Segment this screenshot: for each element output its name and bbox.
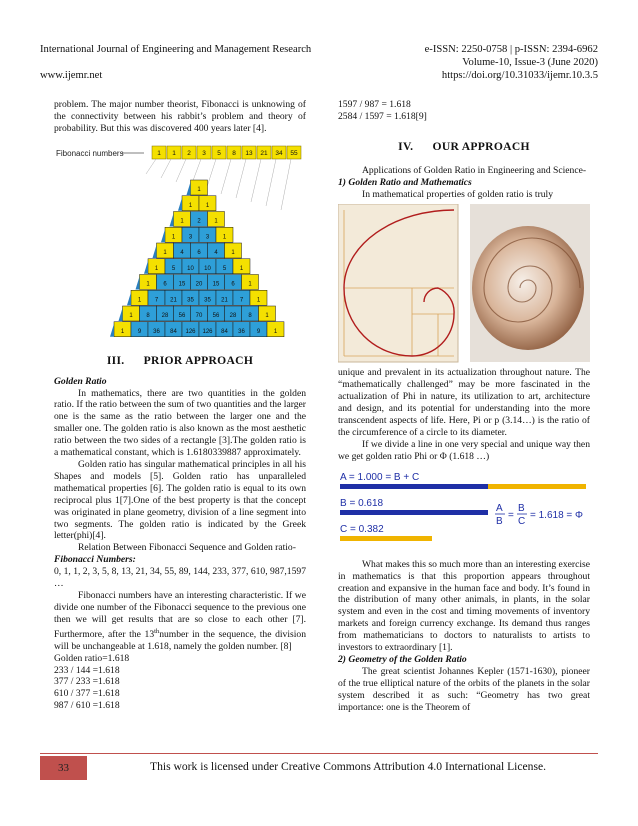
pascal-number: 35 [204, 296, 211, 303]
math-properties-paragraph: In mathematical properties of golden ratio is truly [362, 188, 554, 200]
pascal-number: 4 [180, 249, 184, 256]
eq-sep: = [508, 509, 514, 521]
applications-paragraph: Applications of Golden Ratio in Engineering and Science- [362, 164, 587, 176]
pascal-number: 1 [256, 296, 261, 303]
ratio-line: 2584 / 1597 = 1.618[9] [338, 110, 427, 122]
golden-ratio-heading: Golden Ratio [54, 375, 107, 387]
pascal-number: 36 [153, 328, 160, 335]
kepler-paragraph: The great scientist Johannes Kepler (1571-1630), pioneer of the true elliptical nature of the orbits of the planets in the solar system described it as such: “Geometry has two great importance: one is the Theorem of [338, 665, 590, 713]
pascal-number: 1 [197, 186, 201, 193]
pascal-number: 21 [170, 296, 177, 303]
intro-paragraph: problem. The major number theorist, Fibonacci is unknowing of the connectivity between his rabbit’s problem and theory of probability. But this was discovered 400 years later [4]. [54, 99, 306, 134]
pascal-number: 28 [229, 312, 237, 319]
pascal-number: 9 [256, 328, 261, 335]
eq-c: C [518, 515, 526, 527]
right-column [338, 99, 590, 713]
relation-paragraph: Relation Between Fibonacci Sequence and Golden ratio- [78, 542, 296, 554]
pascal-number: 3 [205, 233, 210, 240]
pascal-number: 70 [195, 312, 203, 319]
pascal-number: 1 [129, 312, 133, 319]
pascal-number: 8 [248, 312, 252, 319]
journal-title: International Journal of Engineering and Management Research [40, 44, 312, 55]
pascal-number: 1 [163, 249, 167, 256]
ratio-list-left [54, 653, 306, 713]
subsection-1-heading: 1) Golden Ratio and Mathematics [338, 176, 472, 188]
unique-paragraph: unique and prevalent in its actualization throughout nature. The “mathematically challenged” may be more fascinated in the actualization of Phi in nature, its utilization to art, architecture and design, and its potential for understanding into the more transcendent aspects of life. Here, Pi or p (3.14…) is the ratio of the circumference of a circle to its diameter. [338, 367, 590, 438]
page-number: 33 [40, 756, 87, 780]
section-4-title: IV. OUR APPROACH [398, 139, 530, 153]
fibonacci-figure [54, 140, 306, 346]
fibonacci-label: Fibonacci numbers [56, 148, 124, 158]
pascal-number: 36 [238, 328, 245, 335]
ratio-line: 377 / 233 =1.618 [54, 676, 120, 688]
ratio-line: 987 / 610 =1.618 [54, 700, 120, 712]
pascal-number: 1 [265, 312, 269, 319]
pascal-number: 20 [195, 281, 203, 288]
pascal-number: 21 [221, 296, 228, 303]
golden-line-svg [338, 469, 590, 551]
fib-top-number: 1 [172, 149, 176, 157]
pascal-number: 28 [161, 312, 169, 319]
label-c: C = 0.382 [340, 523, 384, 535]
pascal-number: 1 [137, 296, 142, 303]
ratio-line: Golden ratio=1.618 [54, 652, 130, 664]
golden-line-diagram [338, 469, 590, 551]
section-3-title: III. PRIOR APPROACH [106, 353, 254, 367]
pascal-number: 7 [154, 296, 159, 303]
pascal-number: 1 [273, 328, 278, 335]
pascal-number: 15 [212, 281, 220, 288]
pascal-number: 10 [204, 265, 211, 272]
fib-top-number: 8 [232, 149, 236, 157]
golden-ratio-properties-paragraph: Golden ratio has singular mathematical principles in all his Shapes and models [5]. Golden ratio has unparalleled mathematical properties [6]. The golden ratio is equal to its own reciprocal plus 1[7].One of the best property is that the concept was originated in plane geometry, division of a line segment into two segments. The golden ratio is indicated by the Greek letter(phi)[4]. [54, 458, 306, 542]
pascal-number: 1 [214, 218, 218, 225]
fib-top-number: 5 [217, 149, 221, 157]
pascal-number: 1 [120, 328, 125, 335]
pascal-number: 6 [197, 249, 201, 256]
license-text: This work is licensed under Creative Commons Attribution 4.0 International License. [150, 760, 547, 773]
fibonacci-sequence: 0, 1, 1, 2, 3, 5, 8, 13, 21, 34, 55, 89, 144, 233, 377, 610, 987,1597 … [54, 566, 306, 590]
eq-b2: B [518, 502, 525, 514]
fibonacci-characteristic-paragraph: Fibonacci numbers have an interesting characteristic. If we divide one number of the Fibonacci sequence to the previous one then we will get results that are so close to each other [7]. Furthermore, after the 13thnumber in the sequence, the division will be unchangeable at 1.618, namely the golden number. [8] [54, 589, 306, 652]
eq-b1: B [496, 515, 503, 527]
pascal-number: 84 [170, 328, 177, 335]
fib-top-number: 1 [157, 149, 161, 157]
pascal-number: 1 [188, 202, 193, 209]
ratio-line: 1597 / 987 = 1.618 [338, 99, 411, 110]
fibonacci-numbers-heading: Fibonacci Numbers: [54, 554, 136, 566]
pascal-number: 126 [202, 328, 213, 335]
pascal-number: 7 [239, 296, 244, 303]
pascal-number: 9 [137, 328, 142, 335]
divide-line-paragraph: If we divide a line in one very special and unique way then we get golden ratio Phi or Φ (1.618 …) [338, 438, 590, 462]
issn: e-ISSN: 2250-0758 | p-ISSN: 2394-6962 [424, 44, 598, 55]
eq-value: = 1.618 = Φ [530, 509, 584, 521]
pascal-triangle-svg [54, 140, 306, 346]
golden-ratio-paragraph: In mathematics, there are two quantities in the golden ratio. If the ratio between the sum of two quantities and the larger one is the same as the ratio between the larger one and the smaller one. The golden ratio is also known as the most aesthetic ratio between the two sides of a rectangle [3].The golden ratio is a mathematical constant, which is 1.6180339887 approximately. [54, 387, 306, 459]
golden-spiral-image [338, 204, 590, 364]
pascal-number: 1 [231, 249, 235, 256]
pascal-number: 1 [180, 218, 184, 225]
website-link[interactable]: www.ijemr.net [40, 70, 103, 81]
pascal-number: 8 [146, 312, 150, 319]
pascal-number: 15 [178, 281, 186, 288]
pascal-number: 1 [239, 265, 244, 272]
ratio-line: 233 / 144 =1.618 [54, 664, 120, 676]
what-makes-paragraph: What makes this so much more than an interesting exercise in mathematics is that this proportion appears throughout creation and expansive in the human face and body. It’s found in the distribution of many other animals, in plants, in the solar system and even in the cost and timing movements of inventory markets and foreign currency exchange. Its demand thus ranges from mathematicians to doctors to naturalists to artists to investors to extraordinary [1]. [338, 558, 590, 654]
fib-top-number: 3 [202, 149, 206, 157]
fib-top-number: 2 [187, 149, 191, 157]
fib-top-number: 34 [275, 149, 283, 157]
label-a: A = 1.000 = B + C [340, 471, 420, 483]
pascal-number: 3 [188, 233, 193, 240]
pascal-number: 6 [163, 281, 167, 288]
pascal-number: 1 [222, 233, 227, 240]
subsection-2-heading: 2) Geometry of the Golden Ratio [338, 653, 467, 665]
fib-top-number: 13 [245, 149, 253, 157]
fib-top-number: 55 [290, 149, 298, 157]
fib-top-number: 21 [260, 149, 268, 157]
pascal-number: 56 [212, 312, 220, 319]
volume: Volume-10, Issue-3 (June 2020) [462, 57, 598, 68]
pascal-number: 84 [221, 328, 228, 335]
left-column [54, 99, 306, 712]
pascal-number: 4 [214, 249, 218, 256]
ratio-line: 610 / 377 =1.618 [54, 688, 120, 700]
pascal-number: 126 [185, 328, 196, 335]
pascal-number: 5 [222, 265, 227, 272]
pascal-number: 35 [187, 296, 194, 303]
eq-a: A [496, 502, 503, 514]
pascal-number: 6 [231, 281, 235, 288]
pascal-number: 10 [187, 265, 194, 272]
pascal-number: 1 [248, 281, 252, 288]
pascal-number: 1 [205, 202, 210, 209]
pascal-number: 1 [146, 281, 150, 288]
pascal-number: 56 [178, 312, 186, 319]
footer-rule [40, 753, 598, 754]
golden-spiral-figure [338, 204, 590, 364]
pascal-number: 2 [197, 218, 201, 225]
doi-link[interactable]: https://doi.org/10.31033/ijemr.10.3.5 [441, 70, 598, 81]
pascal-number: 1 [171, 233, 176, 240]
pascal-number: 5 [171, 265, 176, 272]
pascal-number: 1 [154, 265, 159, 272]
label-b: B = 0.618 [340, 497, 384, 509]
